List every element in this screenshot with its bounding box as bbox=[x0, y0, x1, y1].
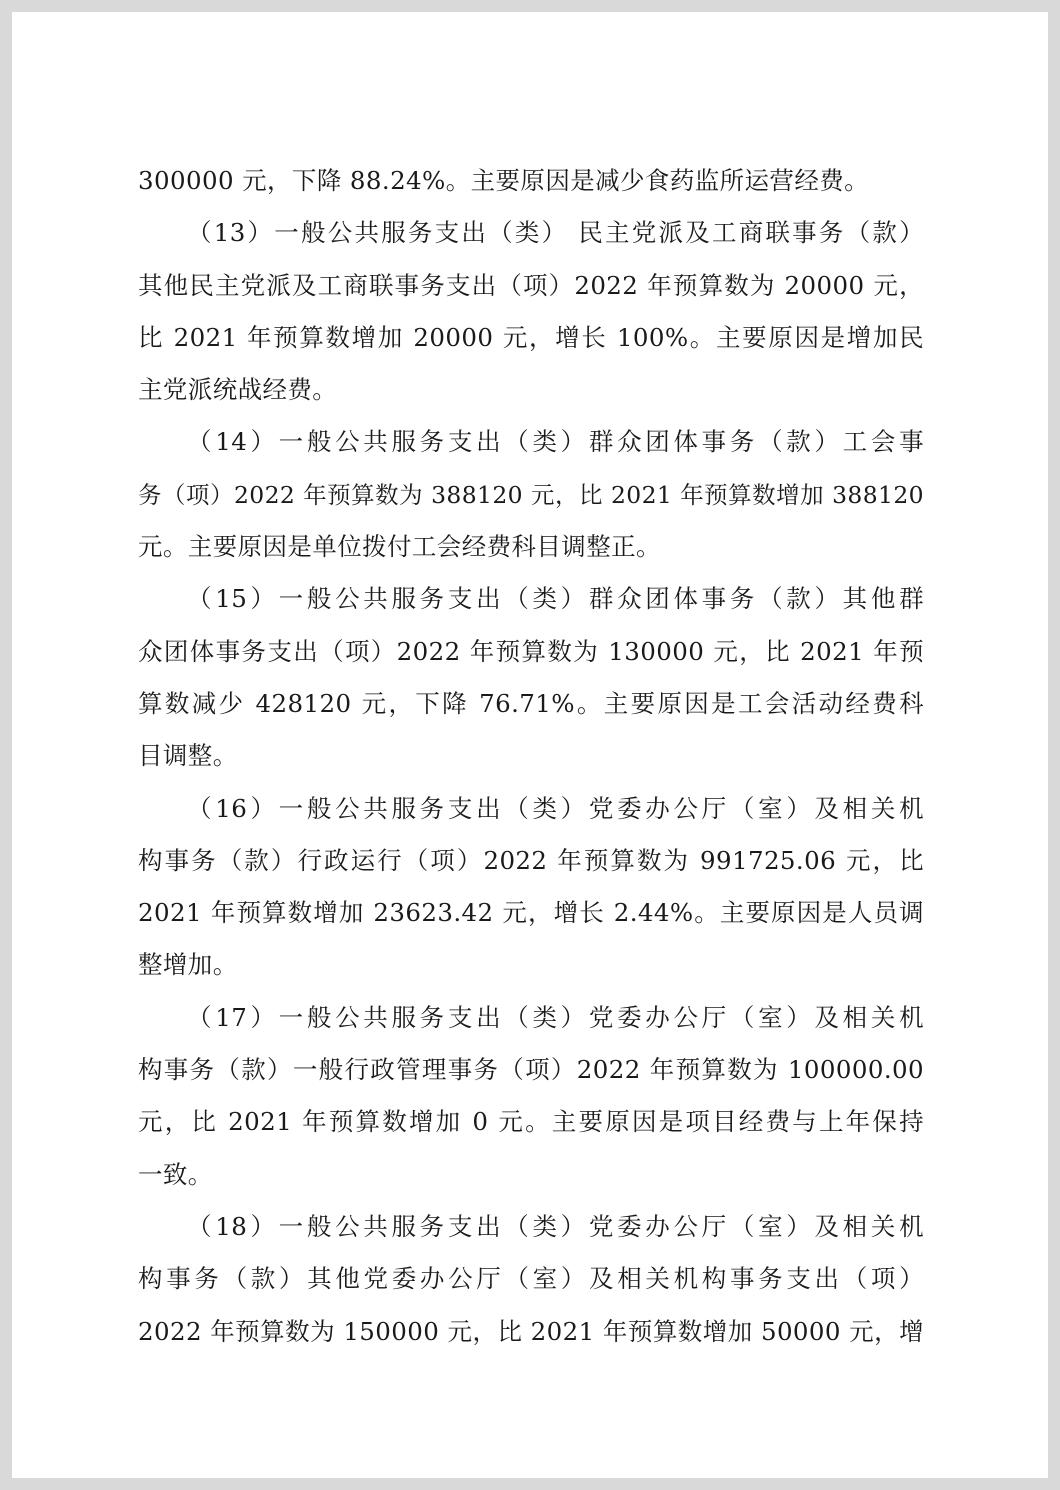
document-page bbox=[12, 12, 1048, 1478]
paragraph-16 bbox=[138, 783, 924, 992]
text-line: 比 2021 年预算数增加 20000 元，增长 100%。主要原因是增加民 bbox=[138, 322, 924, 352]
text-line: 其他民主党派及工商联事务支出（项）2022 年预算数为 20000 元， bbox=[138, 270, 924, 300]
text-line: 构事务（款）行政运行（项）2022 年预算数为 991725.06 元，比 bbox=[138, 845, 924, 875]
text-line: 2021 年预算数增加 23623.42 元，增长 2.44%。主要原因是人员调 bbox=[138, 898, 924, 928]
paragraph-13 bbox=[138, 207, 924, 416]
text-line: （16）一般公共服务支出（类）党委办公厅（室）及相关机 bbox=[187, 793, 924, 823]
paragraph-14 bbox=[138, 416, 924, 573]
text-line: （13）一般公共服务支出（类） 民主党派及工商联事务（款） bbox=[187, 218, 924, 248]
paragraph-15 bbox=[138, 573, 924, 782]
paragraph-12-tail bbox=[138, 155, 924, 207]
paragraph-17 bbox=[138, 992, 924, 1201]
text-line: 2022 年预算数为 150000 元，比 2021 年预算数增加 50000 元，增 bbox=[138, 1316, 924, 1346]
text-line: 算数减少 428120 元，下降 76.71%。主要原因是工会活动经费科 bbox=[138, 688, 924, 718]
text-line: 主党派统战经费。 bbox=[138, 375, 338, 405]
document-body bbox=[138, 155, 924, 1358]
text-line: （14）一般公共服务支出（类）群众团体事务（款）工会事 bbox=[187, 427, 924, 457]
text-line: （15）一般公共服务支出（类）群众团体事务（款）其他群 bbox=[187, 584, 924, 614]
text-line: 一致。 bbox=[138, 1159, 213, 1189]
text-line: 构事务（款）其他党委办公厅（室）及相关机构事务支出（项） bbox=[138, 1264, 924, 1294]
text-line: 众团体事务支出（项）2022 年预算数为 130000 元，比 2021 年预 bbox=[138, 636, 924, 666]
text-line: 整增加。 bbox=[138, 950, 238, 980]
text-line: 务（项）2022 年预算数为 388120 元，比 2021 年预算数增加 388120 bbox=[138, 480, 924, 509]
text-line: （17）一般公共服务支出（类）党委办公厅（室）及相关机 bbox=[187, 1002, 924, 1032]
text-line: 元，比 2021 年预算数增加 0 元。主要原因是项目经费与上年保持 bbox=[138, 1107, 924, 1137]
text-line: 构事务（款）一般行政管理事务（项）2022 年预算数为 100000.00 bbox=[138, 1055, 924, 1085]
text-line: 目调整。 bbox=[138, 741, 238, 771]
text-line: 元。主要原因是单位拨付工会经费科目调整正。 bbox=[138, 532, 661, 562]
text-line: 300000 元，下降 88.24%。主要原因是减少食药监所运营经费。 bbox=[138, 166, 870, 195]
paragraph-18 bbox=[138, 1201, 924, 1358]
text-line: （18）一般公共服务支出（类）党委办公厅（室）及相关机 bbox=[187, 1211, 924, 1241]
